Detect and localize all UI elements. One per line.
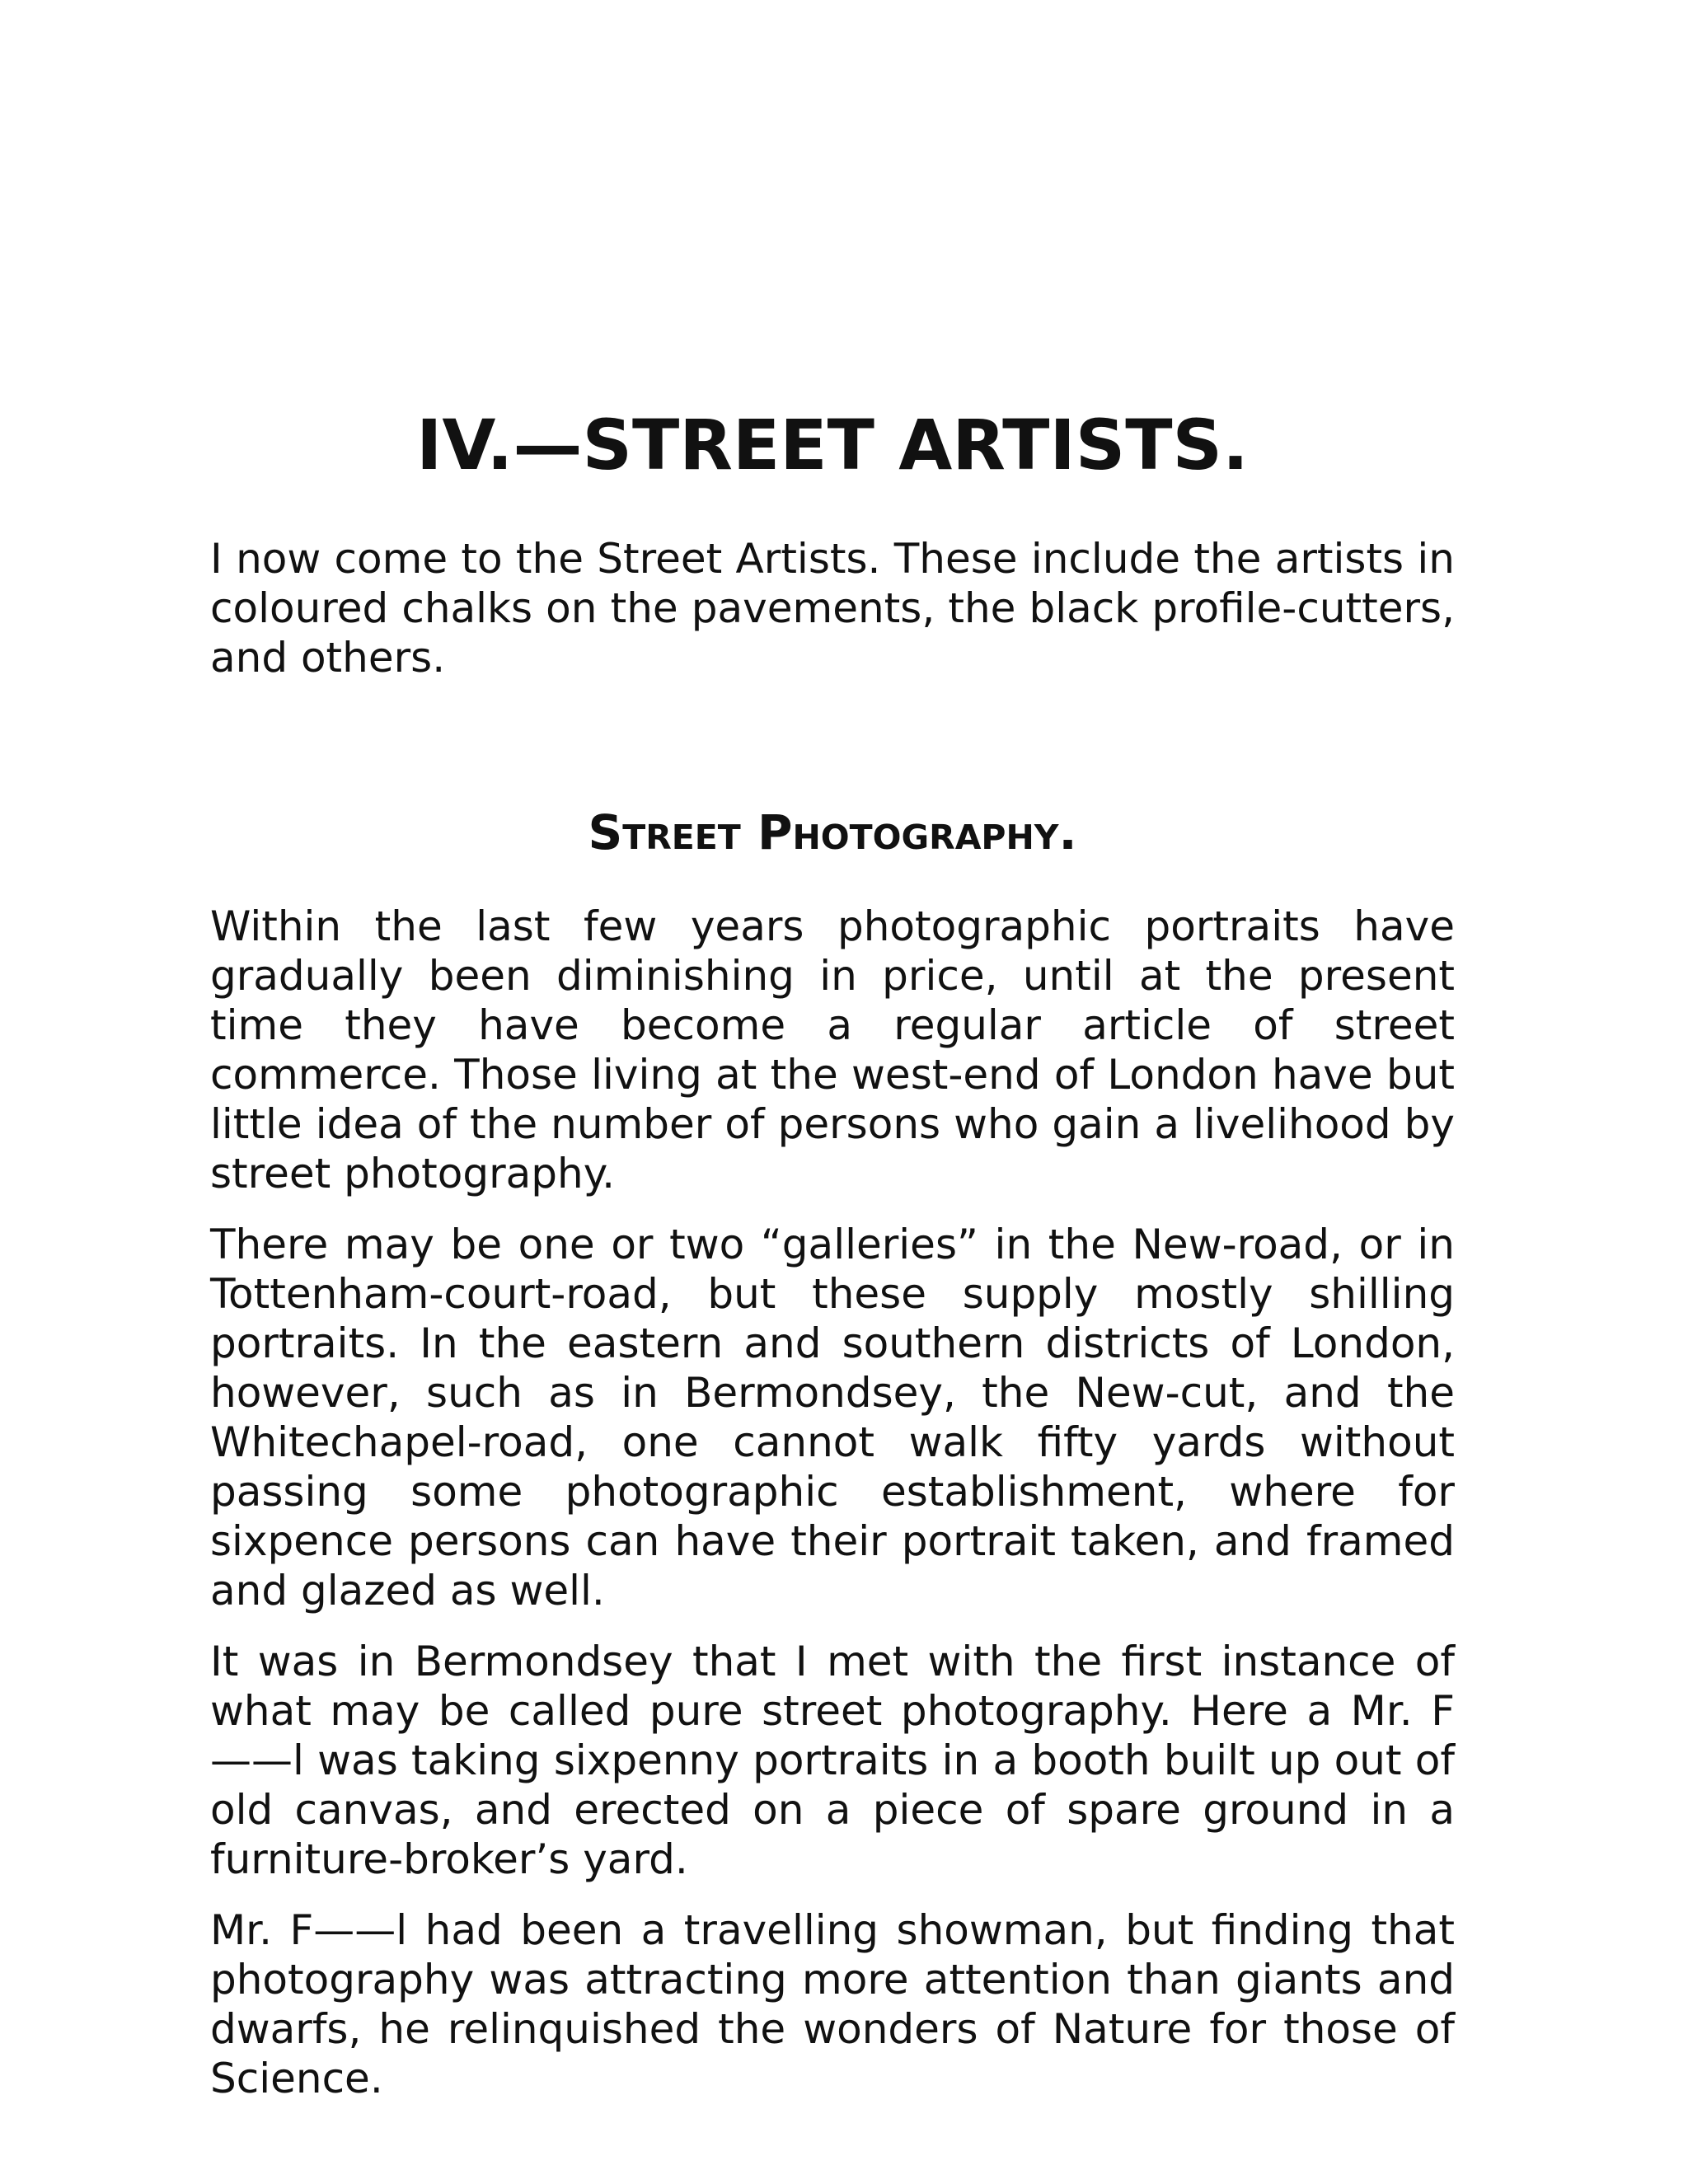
- section-title: [210, 799, 1455, 865]
- chapter-title: IV.—STREET ARTISTS.: [416, 405, 1249, 485]
- paragraph: Within the last few years photographic portraits have gradually been diminishing in price, until at the present time they have become a regular article of street commerce. Those living at the west-end of London have but little idea of the number of persons who gain a livelihood by street photography.: [210, 902, 1455, 1197]
- paragraph: It was in Bermondsey that I met with the first instance of what may be called pure street photography. Here a Mr. F——l was taking sixpenny portraits in a booth built up out of old canvas, and erected on a piece of spare ground in a furniture-broker’s yard.: [210, 1638, 1455, 1883]
- paragraph: There may be one or two “galleries” in the New-road, or in Tottenham-court-road, but these supply mostly shilling portraits. In the eastern and southern districts of London, however, such as in Bermondsey, the New-cut, and the Whitechapel-road, one cannot walk fifty yards without passing some photographic establishment, where for sixpence persons can have their portrait taken, and framed and glazed as well.: [210, 1221, 1455, 1615]
- section-body: [210, 902, 1455, 2103]
- intro-paragraph: I now come to the Street Artists. These include the artists in coloured chalks on the pavements, the black profile-cutters, and others.: [210, 535, 1455, 682]
- paragraph: Mr. F——l had been a travelling showman, but finding that photography was attracting more attention than giants and dwarfs, he relinquished the wonders of Nature for those of Science.: [210, 1906, 1455, 2102]
- section-title-text: Street Photography.: [588, 804, 1077, 860]
- page-content: [210, 396, 1455, 2103]
